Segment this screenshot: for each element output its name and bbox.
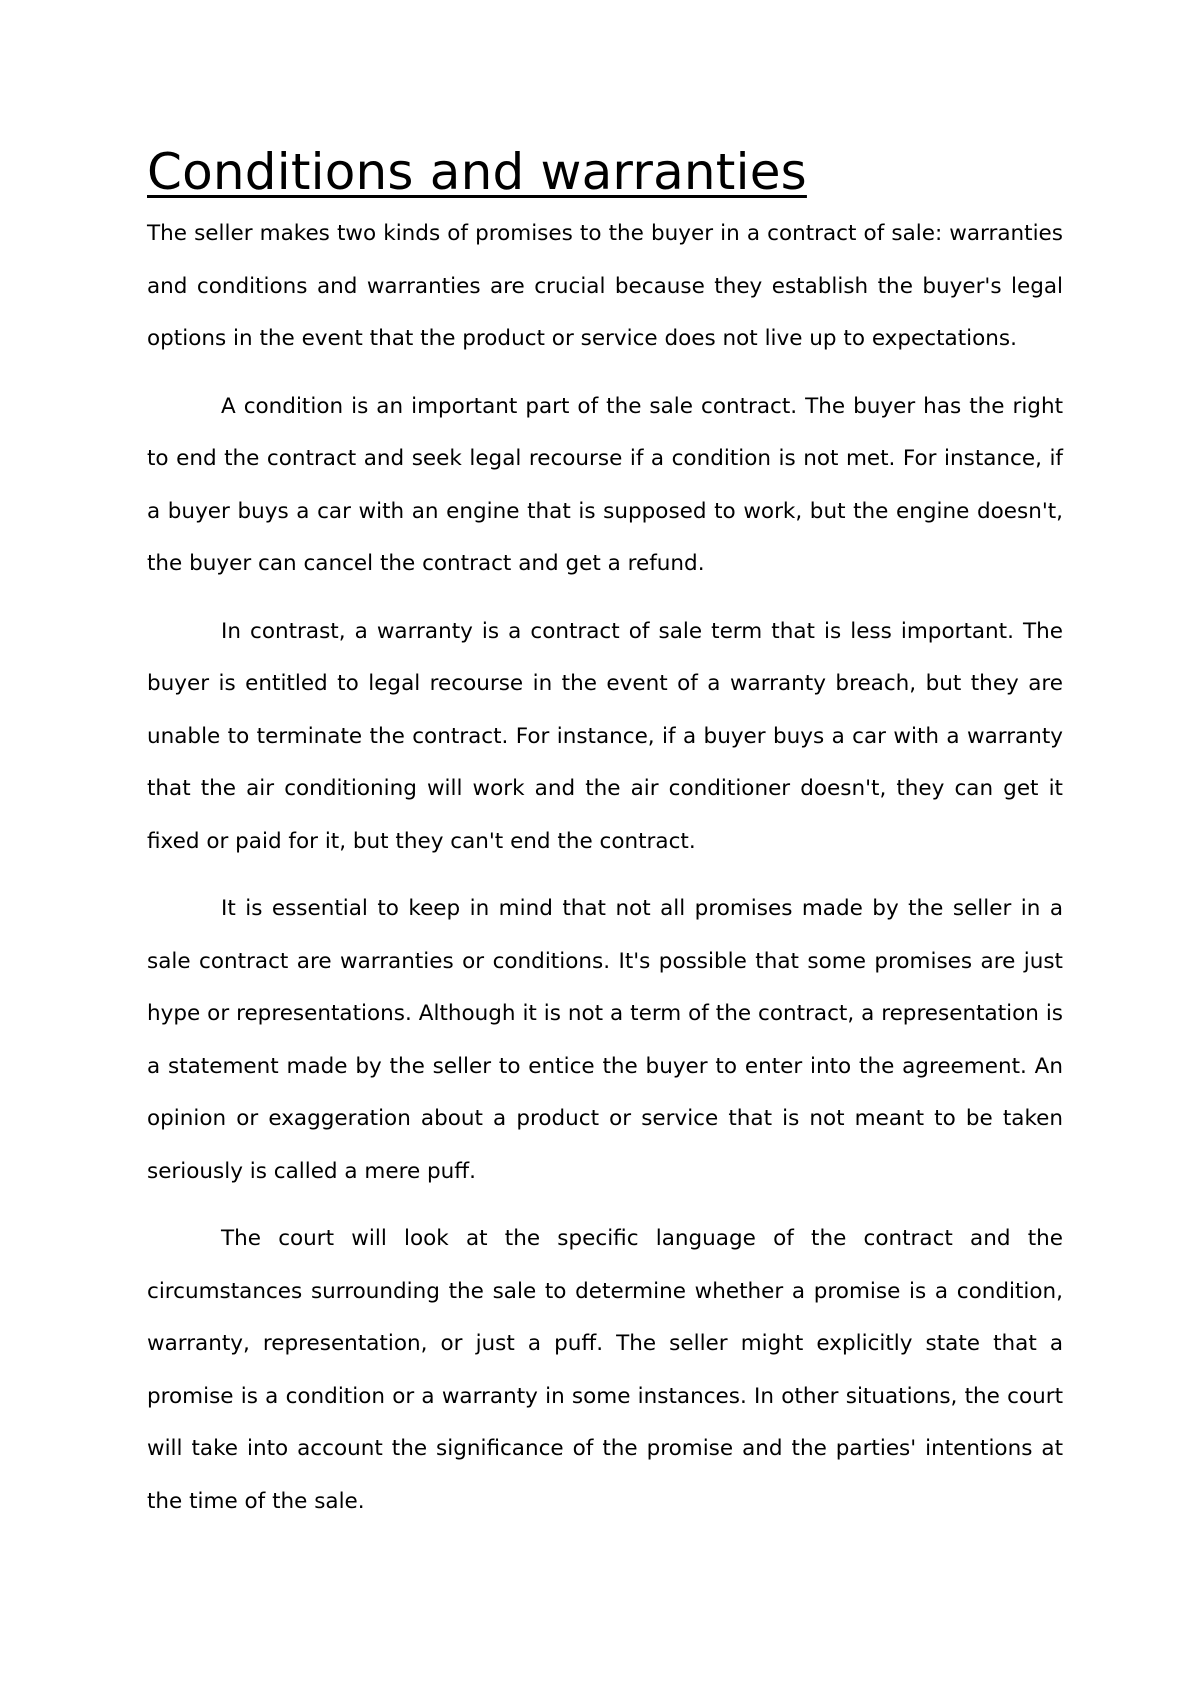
document-page	[147, 140, 1063, 1543]
paragraph-representations: It is essential to keep in mind that not all promises made by the seller in a sale contract are warranties or conditions. It's possible that some promises are just hype or representations. Although it is not a term of the contract, a representation is a statement made by the seller to entice the buyer to enter into the agreement. An opinion or exaggeration about a product or service that is not meant to be taken seriously is called a mere puff.	[147, 896, 1063, 1184]
paragraph-court: The court will look at the specific language of the contract and the circumstances surrounding the sale to determine whether a promise is a condition, warranty, representation, or just a puff. The seller might explicitly state that a promise is a condition or a warranty in some instances. In other situations, the court will take into account the significance of the promise and the parties' intentions at the time of the sale.	[147, 1226, 1063, 1514]
paragraph-warranty: In contrast, a warranty is a contract of sale term that is less important. The buyer is entitled to legal recourse in the event of a warranty breach, but they are unable to terminate the contract. For instance, if a buyer buys a car with a warranty that the air conditioning will work and the air conditioner doesn't, they can get it fixed or paid for it, but they can't end the contract.	[147, 618, 1063, 854]
document-title: Conditions and warranties	[147, 143, 807, 201]
paragraph-intro: The seller makes two kinds of promises to the buyer in a contract of sale: warranties and conditions and warranties are crucial because they establish the buyer's legal options in the event that the product or service does not live up to expectations.	[147, 221, 1063, 351]
paragraph-condition: A condition is an important part of the sale contract. The buyer has the right to end the contract and seek legal recourse if a condition is not met. For instance, if a buyer buys a car with an engine that is supposed to work, but the engine doesn't, the buyer can cancel the contract and get a refund.	[147, 393, 1063, 576]
